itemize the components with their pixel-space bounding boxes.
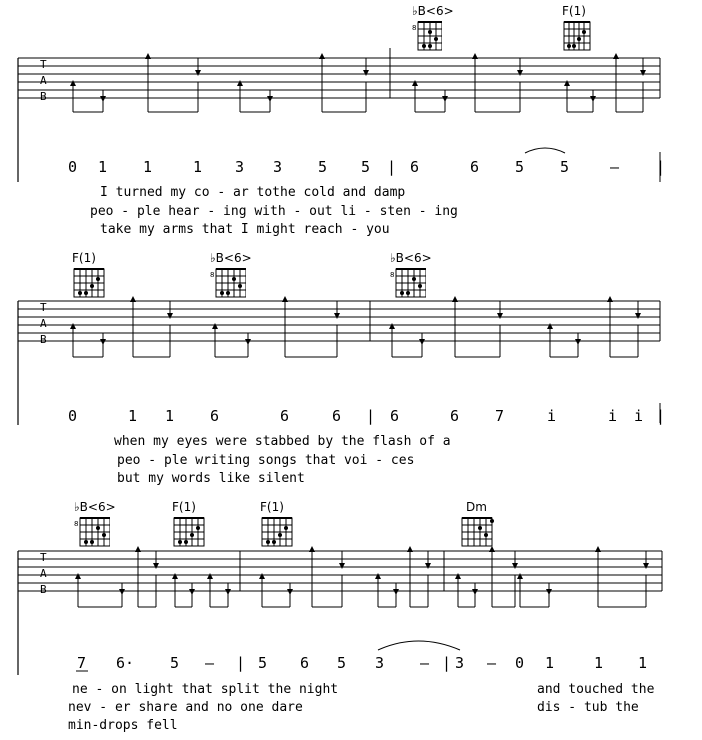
jianpu-note: 6: [280, 407, 290, 425]
lyric-line-2: peo - ple writing songs that voi - ces: [117, 453, 415, 468]
svg-text:A: A: [40, 567, 47, 580]
system-2: [0, 245, 702, 495]
jianpu-note: 0: [68, 407, 78, 425]
barline: |: [656, 158, 666, 176]
system-3: [0, 495, 702, 740]
jianpu-note: 1: [594, 654, 604, 672]
jianpu-note: 6: [410, 158, 420, 176]
jianpu-note: 6·: [116, 654, 135, 672]
lyric-line-3: min-drops fell: [68, 718, 178, 733]
system-1: [0, 0, 702, 245]
jianpu-note: 5: [515, 158, 525, 176]
lyric-line-3: but my words like silent: [117, 471, 305, 486]
lyric-line-3: take my arms that I might reach - you: [100, 222, 390, 237]
chord-name: ♭B<6>: [210, 251, 252, 265]
jianpu-note: 0: [68, 158, 78, 176]
jianpu-note: 1: [98, 158, 108, 176]
chord-name: F(1): [172, 500, 196, 514]
jianpu-note: 1: [545, 654, 555, 672]
jianpu-note: 7: [495, 407, 505, 425]
barline: |: [656, 407, 666, 425]
jianpu-note: 6: [300, 654, 310, 672]
lyric-line-1: ne - on light that split the night: [72, 682, 339, 697]
chord-name: Dm: [466, 500, 487, 514]
jianpu-dash: –: [205, 654, 215, 672]
jianpu-dash: –: [487, 654, 497, 672]
chord-name: ♭B<6>: [412, 4, 454, 18]
jianpu-note: 6: [210, 407, 220, 425]
jianpu-note: 1: [143, 158, 153, 176]
jianpu-note: 5: [318, 158, 328, 176]
jianpu-note: 5: [258, 654, 268, 672]
jianpu-note: 6: [332, 407, 342, 425]
jianpu-note: 5: [361, 158, 371, 176]
jianpu-note: 3: [273, 158, 283, 176]
chord-name: F(1): [260, 500, 284, 514]
jianpu-note: 6: [450, 407, 460, 425]
barline: |: [236, 654, 246, 672]
lyric-line-2-right: dis - tub the: [537, 700, 639, 715]
jianpu-note: 3: [235, 158, 245, 176]
svg-text:8: 8: [210, 271, 215, 279]
chord-name: ♭B<6>: [390, 251, 432, 265]
jianpu-note: 3: [375, 654, 385, 672]
chord-name: ♭B<6>: [74, 500, 116, 514]
jianpu-note: 6: [470, 158, 480, 176]
lyric-line-2: peo - ple hear - ing with - out li - sten - ing: [90, 204, 458, 219]
lyric-line-1: I turned my co - ar tothe cold and damp: [100, 185, 406, 200]
jianpu-dash: –: [610, 158, 620, 176]
jianpu-note: 1: [128, 407, 138, 425]
barline: |: [366, 407, 376, 425]
jianpu-note: 0: [515, 654, 525, 672]
barline: |: [442, 654, 452, 672]
jianpu-note: 7: [77, 654, 87, 672]
svg-text:B: B: [40, 333, 47, 346]
lyric-line-1: when my eyes were stabbed by the flash of a: [114, 434, 451, 449]
jianpu-note: 5: [170, 654, 180, 672]
svg-text:B: B: [40, 90, 47, 103]
jianpu-note: 6: [390, 407, 400, 425]
svg-text:T: T: [40, 58, 47, 71]
svg-text:8: 8: [390, 271, 395, 279]
chord-name: F(1): [562, 4, 586, 18]
lyric-line-2: nev - er share and no one dare: [68, 700, 303, 715]
svg-text:8: 8: [412, 24, 417, 32]
svg-text:A: A: [40, 317, 47, 330]
svg-text:T: T: [40, 551, 47, 564]
jianpu-note: 1: [165, 407, 175, 425]
svg-text:B: B: [40, 583, 47, 596]
jianpu-dash: –: [420, 654, 430, 672]
jianpu-note-high: i: [608, 407, 618, 425]
svg-text:8: 8: [74, 520, 79, 528]
jianpu-note: 1: [193, 158, 203, 176]
jianpu-note: 1: [638, 654, 648, 672]
lyric-line-1-right: and touched the: [537, 682, 655, 697]
jianpu-note-high: i: [547, 407, 557, 425]
svg-text:T: T: [40, 301, 47, 314]
jianpu-note: 5: [560, 158, 570, 176]
barline: |: [387, 158, 397, 176]
jianpu-note: 3: [455, 654, 465, 672]
chord-name: F(1): [72, 251, 96, 265]
jianpu-note: 5: [337, 654, 347, 672]
svg-text:A: A: [40, 74, 47, 87]
jianpu-note-high: i: [634, 407, 644, 425]
